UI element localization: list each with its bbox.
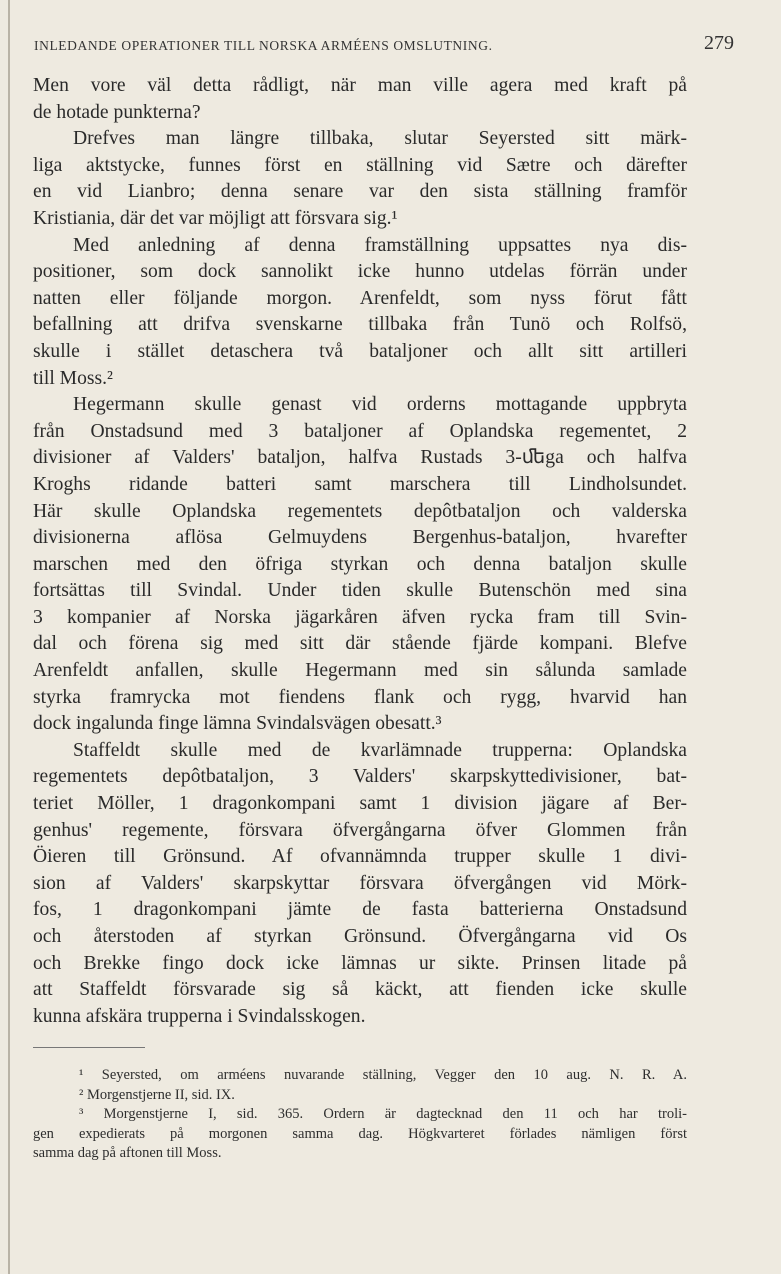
text-line: sion af Valders' skarpskyttar försvara öfvergången vid Mörk- (33, 872, 687, 894)
text-line: en vid Lianbro; denna senare var den sista ställning framför (33, 181, 687, 203)
text-line: Arenfeldt anfallen, skulle Hegermann med sin sålunda samlade (33, 660, 687, 682)
text-line: regementets depôtbataljon, 3 Valders' skarpskyttedivisioner, bat- (33, 766, 687, 788)
footnote-line: ² Morgenstjerne II, sid. IX. (79, 1086, 235, 1103)
text-line: och återstoden af styrkan Grönsund. Öfvergångarna vid Os (33, 926, 687, 947)
text-line: divisioner af Valders' bataljon, halfva Rustads 3-ﬔga och halfva (33, 447, 687, 469)
text-line: Öieren till Grönsund. Af ofvannämnda trupper skulle 1 divi- (33, 846, 687, 868)
text-line: fortsättas till Svindal. Under tiden skulle Butenschön med sina (33, 580, 687, 602)
text-line: natten eller följande morgon. Arenfeldt, som nyss förut fått (33, 287, 687, 309)
text-line: positioner, som dock sannolikt icke hunno utdelas förrän under (33, 261, 687, 283)
text-line: styrka framrycka mot fiendens flank och rygg, hvarvid han (33, 686, 687, 708)
footnote-line: ³ Morgenstjerne I, sid. 365. Ordern är dagtecknad den 11 och har troli- (79, 1106, 687, 1122)
footnote-line: samma dag på aftonen till Moss. (33, 1145, 222, 1161)
page-number: 279 (704, 32, 734, 54)
text-line: 3 kompanier af Norska jägarkåren äfven rycka fram till Svin- (33, 606, 687, 628)
text-line: Här skulle Oplandska regementets depôtbataljon och valderska (33, 500, 687, 522)
text-line: från Onstadsund med 3 bataljoner af Oplandska regementet, 2 (33, 420, 687, 442)
footnote-line: ¹ Seyersted, om arméens nuvarande ställning, Vegger den 10 aug. N. R. A. (79, 1067, 687, 1083)
text-line: dal och förena sig med sitt där stående fjärde kompani. Blefve (33, 633, 687, 655)
text-line: marschen med den öfriga styrkan och denna bataljon skulle (33, 553, 687, 575)
text-line: till Moss.² (33, 367, 113, 389)
text-line: att Staffeldt försvarade sig så käckt, att fienden icke skulle (33, 979, 687, 1001)
text-line: de hotade punkterna? (33, 101, 201, 123)
text-line: teriet Möller, 1 dragonkompani samt 1 division jägare af Ber- (33, 793, 687, 815)
footnotes (33, 1066, 687, 1164)
footnote-divider (33, 1047, 145, 1048)
text-line: Kristiania, där det var möjligt att försvara sig.¹ (33, 207, 398, 229)
text-line: och Brekke fingo dock icke lämnas ur sikte. Prinsen litade på (33, 952, 687, 974)
text-line: liga aktstycke, funnes först en ställning vid Sætre och därefter (33, 154, 687, 176)
text-line: divisionerna aflösa Gelmuydens Bergenhus-bataljon, hvarefter (33, 527, 687, 549)
text-line: Drefves man längre tillbaka, slutar Seyersted sitt märk- (73, 128, 687, 150)
text-line: Hegermann skulle genast vid orderns mottagande uppbryta (73, 394, 687, 416)
text-line: befallning att drifva svenskarne tillbaka från Tunö och Rolfsö, (33, 314, 687, 336)
page-header (34, 32, 734, 60)
text-line: Staffeldt skulle med de kvarlämnade trupperna: Oplandska (73, 739, 687, 761)
text-line: Kroghs ridande batteri samt marschera till Lindholsundet. (33, 473, 687, 495)
text-line: skulle i stället detaschera två bataljoner och allt sitt artilleri (33, 340, 687, 362)
text-line: dock ingalunda finge lämna Svindalsvägen obesatt.³ (33, 713, 442, 735)
text-line: Med anledning af denna framställning uppsattes nya dis- (73, 234, 687, 256)
text-line: fos, 1 dragonkompani jämte de fasta batterierna Onstadsund (33, 899, 687, 921)
text-line: genhus' regemente, försvara öfvergångarna öfver Glommen från (33, 819, 687, 841)
running-head: INLEDANDE OPERATIONER TILL NORSKA ARMÉENS OMSLUTNING. (34, 38, 493, 53)
body-text (33, 73, 687, 1030)
binding-edge (8, 0, 10, 1274)
text-line: kunna afskära trupperna i Svindalsskogen. (33, 1005, 366, 1027)
footnote-line: gen expedierats på morgonen samma dag. Högkvarteret förlades nämligen först (33, 1125, 687, 1142)
text-line: Men vore väl detta rådligt, när man ville agera med kraft på (33, 75, 687, 96)
